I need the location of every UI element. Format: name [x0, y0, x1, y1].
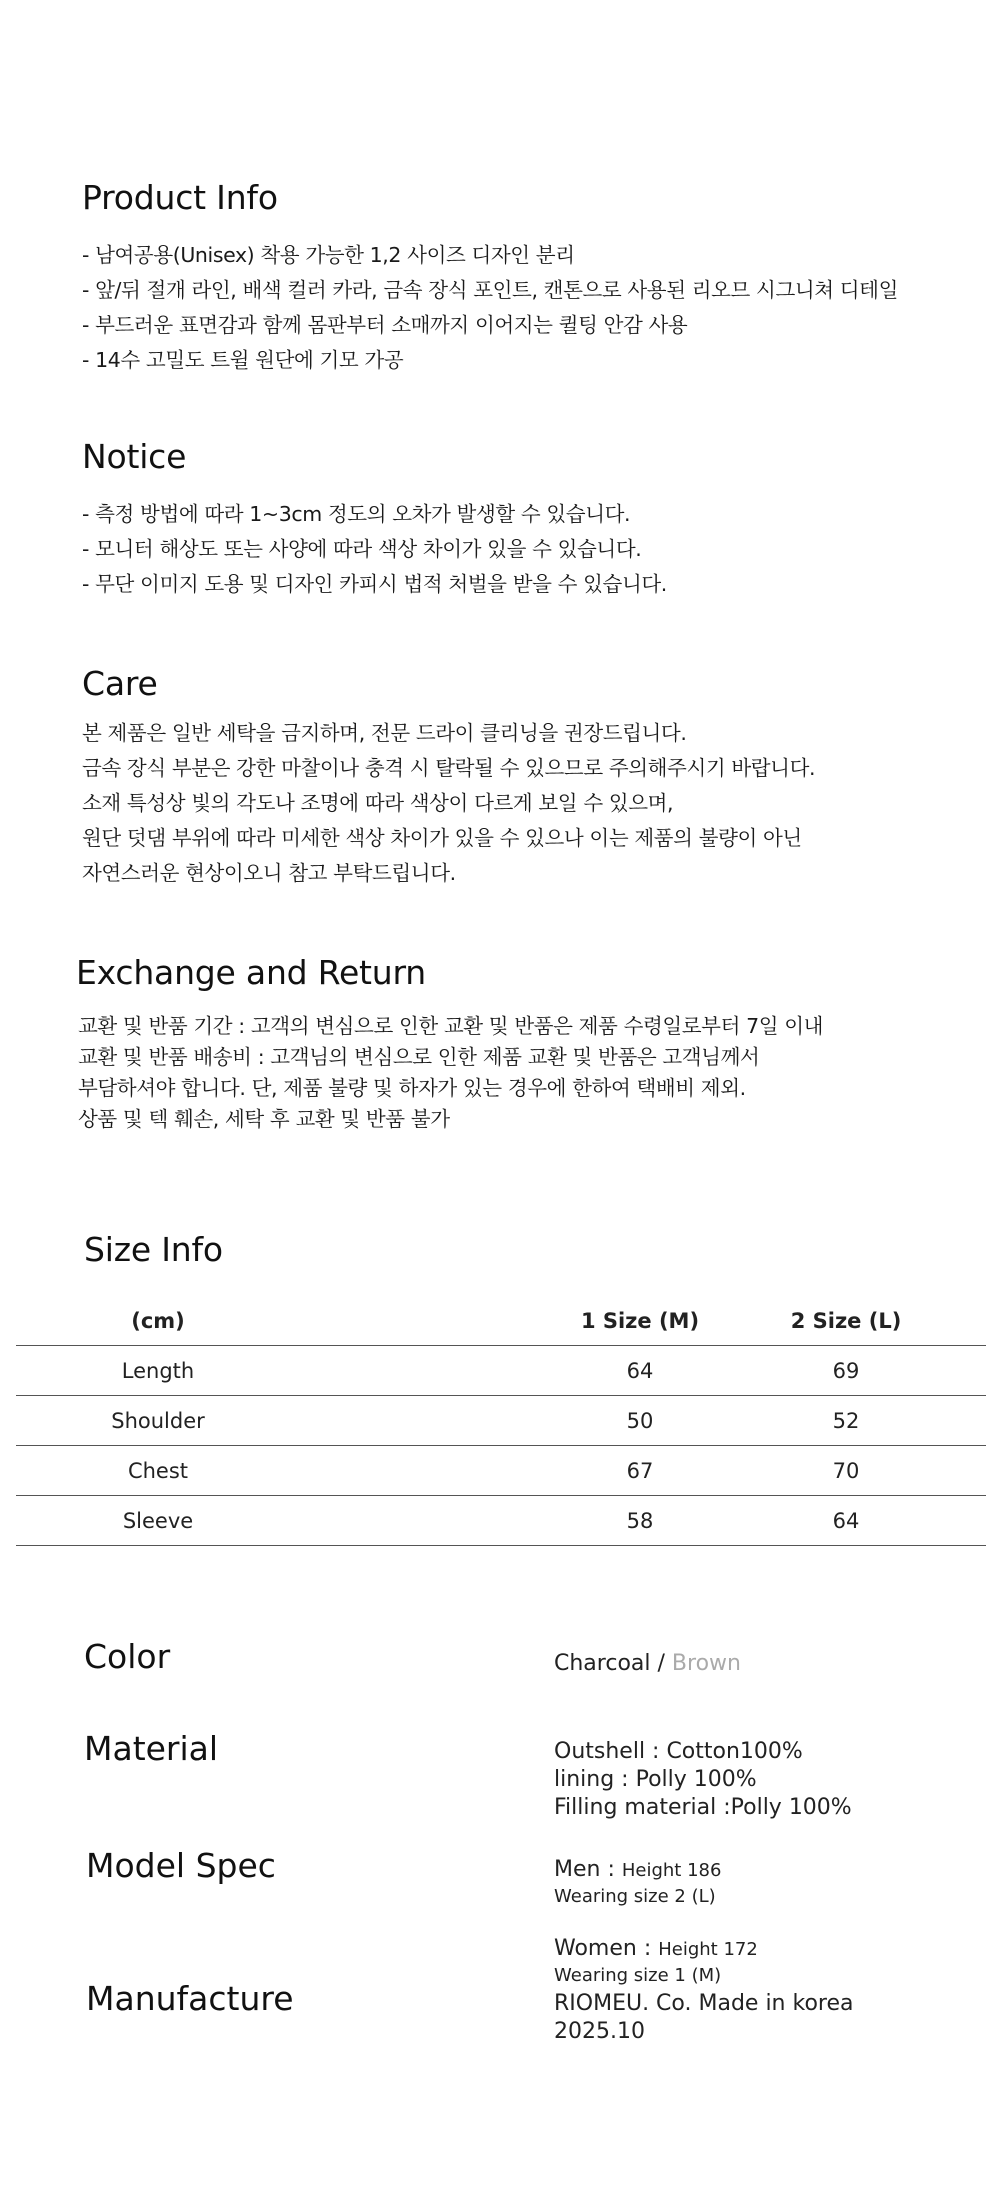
cell-value: 64 — [832, 1508, 860, 1533]
cell-value: 58 — [626, 1508, 654, 1533]
list-item: - 남여공용(Unisex) 착용 가능한 1,2 사이즈 디자인 분리 — [82, 243, 575, 267]
cell-value: 67 — [626, 1458, 654, 1483]
women-size: Wearing size 1 (M) — [554, 1965, 722, 1986]
model-spec-men — [554, 1856, 721, 1909]
text-line: 상품 및 텍 훼손, 세탁 후 교환 및 반품 불가 — [78, 1107, 450, 1131]
row-label: Shoulder — [111, 1408, 205, 1433]
care-text — [82, 716, 815, 891]
size-table — [16, 1296, 986, 1546]
product-info-list — [82, 238, 898, 378]
men-size: Wearing size 2 (L) — [554, 1886, 716, 1907]
list-item: - 부드러운 표면감과 함께 몸판부터 소매까지 이어지는 퀼팅 안감 사용 — [82, 313, 688, 337]
size-info-heading: Size Info — [84, 1230, 223, 1269]
manufacture-label: Manufacture — [86, 1979, 294, 2018]
notice-list — [82, 497, 667, 602]
table-row — [16, 1445, 986, 1495]
text-line: 금속 장식 부분은 강한 마찰이나 충격 시 탈락될 수 있으므로 주의해주시기 바랍니다. — [82, 756, 816, 780]
model-spec-label: Model Spec — [86, 1846, 276, 1885]
table-row — [16, 1345, 986, 1395]
manufacture-line: RIOMEU. Co. Made in korea — [554, 1991, 854, 2016]
list-item: - 14수 고밀도 트윌 원단에 기모 가공 — [82, 348, 404, 372]
men-label: Men : — [554, 1857, 622, 1882]
care-heading: Care — [82, 664, 158, 703]
cell-value: 50 — [626, 1408, 654, 1433]
color-separator: / — [657, 1651, 665, 1676]
size-table-header — [16, 1296, 986, 1345]
cell-value: 69 — [832, 1358, 860, 1383]
exchange-heading: Exchange and Return — [76, 953, 427, 992]
text-line: 교환 및 반품 배송비 : 고객님의 변심으로 인한 제품 교환 및 반품은 고객님께서 — [78, 1045, 760, 1069]
material-line: lining : Polly 100% — [554, 1767, 757, 1792]
text-line: 부담하셔야 합니다. 단, 제품 불량 및 하자가 있는 경우에 한하여 택배비 제외. — [78, 1076, 746, 1100]
color-value — [554, 1650, 741, 1678]
list-item: - 모니터 해상도 또는 사양에 따라 색상 차이가 있을 수 있습니다. — [82, 537, 642, 561]
material-line: Outshell : Cotton100% — [554, 1739, 803, 1764]
list-item: - 측정 방법에 따라 1~3cm 정도의 오차가 발생할 수 있습니다. — [82, 502, 631, 526]
row-label: Length — [121, 1358, 195, 1383]
manufacture-value — [554, 1990, 853, 2046]
women-label: Women : — [554, 1936, 659, 1961]
list-item: - 앞/뒤 절개 라인, 배색 컬러 카라, 금속 장식 포인트, 캔톤으로 사용된 리오므 시그니쳐 디테일 — [82, 278, 898, 302]
row-label: Sleeve — [122, 1508, 194, 1533]
exchange-text — [78, 1011, 823, 1135]
column-header-size-l: 2 Size (L) — [790, 1308, 902, 1333]
material-value — [554, 1738, 852, 1822]
column-header-unit: (cm) — [131, 1308, 185, 1333]
cell-value: 64 — [626, 1358, 654, 1383]
color-primary: Charcoal — [554, 1651, 651, 1676]
text-line: 소재 특성상 빛의 각도나 조명에 따라 색상이 다르게 보일 수 있으며, — [82, 791, 674, 815]
color-secondary: Brown — [671, 1651, 741, 1676]
material-label: Material — [84, 1729, 219, 1768]
women-height: Height 172 — [658, 1939, 758, 1960]
text-line: 원단 덧댐 부위에 따라 미세한 색상 차이가 있을 수 있으나 이는 제품의 불량이 아닌 — [82, 826, 802, 850]
cell-value: 52 — [832, 1408, 860, 1433]
table-row — [16, 1495, 986, 1546]
manufacture-line: 2025.10 — [554, 2019, 645, 2044]
table-row — [16, 1395, 986, 1445]
text-line: 본 제품은 일반 세탁을 금지하며, 전문 드라이 클리닝을 권장드립니다. — [82, 721, 687, 745]
cell-value: 70 — [832, 1458, 860, 1483]
text-line: 교환 및 반품 기간 : 고객의 변심으로 인한 교환 및 반품은 제품 수령일로부터 7일 이내 — [78, 1014, 824, 1038]
list-item: - 무단 이미지 도용 및 디자인 카피시 법적 처벌을 받을 수 있습니다. — [82, 572, 667, 596]
color-label: Color — [84, 1637, 171, 1676]
model-spec-women — [554, 1935, 758, 1988]
column-header-size-m: 1 Size (M) — [580, 1308, 700, 1333]
row-label: Chest — [127, 1458, 189, 1483]
product-info-heading: Product Info — [82, 178, 278, 217]
men-height: Height 186 — [621, 1860, 722, 1881]
text-line: 자연스러운 현상이오니 참고 부탁드립니다. — [82, 861, 456, 885]
notice-heading: Notice — [82, 437, 187, 476]
material-line: Filling material :Polly 100% — [554, 1795, 852, 1820]
